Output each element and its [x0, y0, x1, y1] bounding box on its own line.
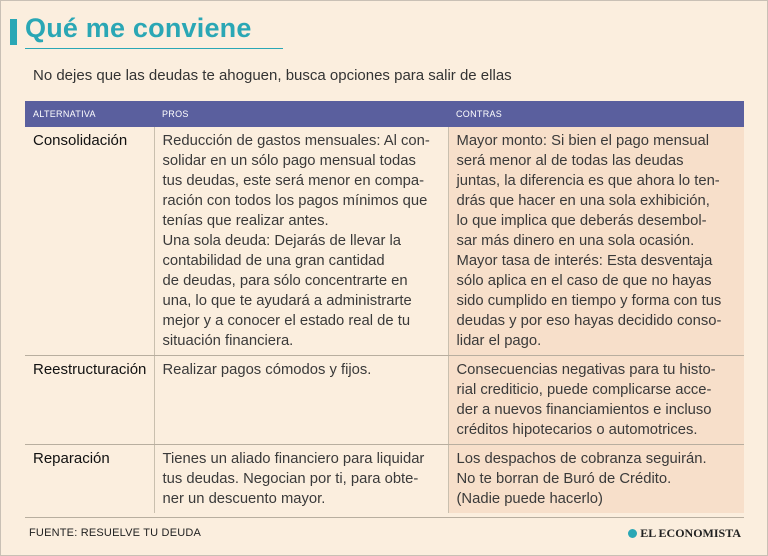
pros-cell [154, 127, 448, 356]
column-header-pros: PROS [154, 101, 448, 127]
table-row [25, 356, 744, 445]
cons-text-line: drás que hacer en una sola exhibición, [456, 193, 710, 209]
alternative-cell: Consolidación [25, 127, 154, 356]
pros-text-line: situación financiera. [162, 333, 294, 349]
table-row [25, 127, 744, 356]
pros-text-line: Una sola deuda: Dejarás de llevar la [162, 233, 402, 249]
cons-text-line: sido cumplido en tiempo y forma con tus [456, 293, 722, 309]
pros-text-line: una, lo que te ayudará a administrarte [162, 293, 412, 309]
cons-text-line: (Nadie puede hacerlo) [456, 491, 603, 507]
column-header-cons: CONTRAS [448, 101, 744, 127]
cons-text-line: créditos hipotecarios o automotrices. [456, 422, 698, 438]
cons-text-line: lo que implica que deberás desembol- [456, 213, 707, 229]
page-subtitle: No dejes que las deudas te ahoguen, busca opciones para salir de ellas [33, 67, 512, 84]
cons-text-line: rial crediticio, puede complicarse acce- [456, 382, 712, 398]
title-underline [25, 48, 283, 49]
pros-text-line: Realizar pagos cómodos y fijos. [162, 362, 372, 378]
cons-cell [448, 127, 744, 356]
pros-cell [154, 445, 448, 514]
cons-text-line: der a nuevos financiamientos e incluso [456, 402, 712, 418]
pros-text-line: contabilidad de una gran cantidad [162, 253, 385, 269]
pros-text-line: de deudas, para sólo concentrarte en [162, 273, 408, 289]
cons-text-line: Consecuencias negativas para tu histo- [456, 362, 716, 378]
column-header-alternative: ALTERNATIVA [25, 101, 154, 127]
cons-text-line: deudas y por eso hayas decidido conso- [456, 313, 722, 329]
pros-text-line: Reducción de gastos mensuales: Al con- [162, 133, 430, 149]
title-accent-bar [10, 19, 17, 45]
pros-text-line: ración con todos los pagos mínimos que [162, 193, 428, 209]
cons-text-line: Mayor tasa de interés: Esta desventaja [456, 253, 713, 269]
footer-divider [25, 517, 744, 518]
pros-text-line: ner un descuento mayor. [162, 491, 326, 507]
pros-text-line: tus deudas. Negocian por ti, para obte- [162, 471, 419, 487]
source-note: FUENTE: RESUELVE TU DEUDA [29, 527, 202, 539]
brand-logo [628, 526, 741, 541]
alternative-cell: Reparación [33, 450, 110, 467]
cons-text-line: No te borran de Buró de Crédito. [456, 471, 672, 487]
pros-text-line: Tienes un aliado financiero para liquidar [162, 451, 425, 467]
table-header-row [25, 101, 744, 127]
pros-cell [154, 356, 448, 445]
cons-text-line: Los despachos de cobranza seguirán. [456, 451, 707, 467]
cons-text-line: sar más dinero en una sola ocasión. [456, 233, 695, 249]
cons-cell [448, 445, 744, 514]
pros-text-line: mejor y a conocer el estado real de tu [162, 313, 411, 329]
table-row [25, 445, 744, 514]
cons-text-line: Mayor monto: Si bien el pago mensual [456, 133, 710, 149]
pros-text-line: tenías que realizar antes. [162, 213, 329, 229]
cons-text-line: sólo aplica en el caso de que no hayas [456, 273, 712, 289]
pros-text-line: solidar en un sólo pago mensual todas [162, 153, 416, 169]
brand-globe-icon [628, 529, 637, 538]
cons-text-line: lidar el pago. [456, 333, 542, 349]
brand-name: EL ECONOMISTA [640, 526, 741, 540]
alternative-cell: Reestructuración [25, 356, 154, 445]
cons-text-line: será menor al de todas las deudas [456, 153, 684, 169]
pros-text-line: tus deudas, este será menor en compa- [162, 173, 425, 189]
page-title: Qué me conviene [25, 13, 252, 43]
cons-text-line: juntas, la diferencia es que ahora lo ten- [456, 173, 720, 189]
cons-cell [448, 356, 744, 445]
comparison-table [25, 101, 744, 513]
